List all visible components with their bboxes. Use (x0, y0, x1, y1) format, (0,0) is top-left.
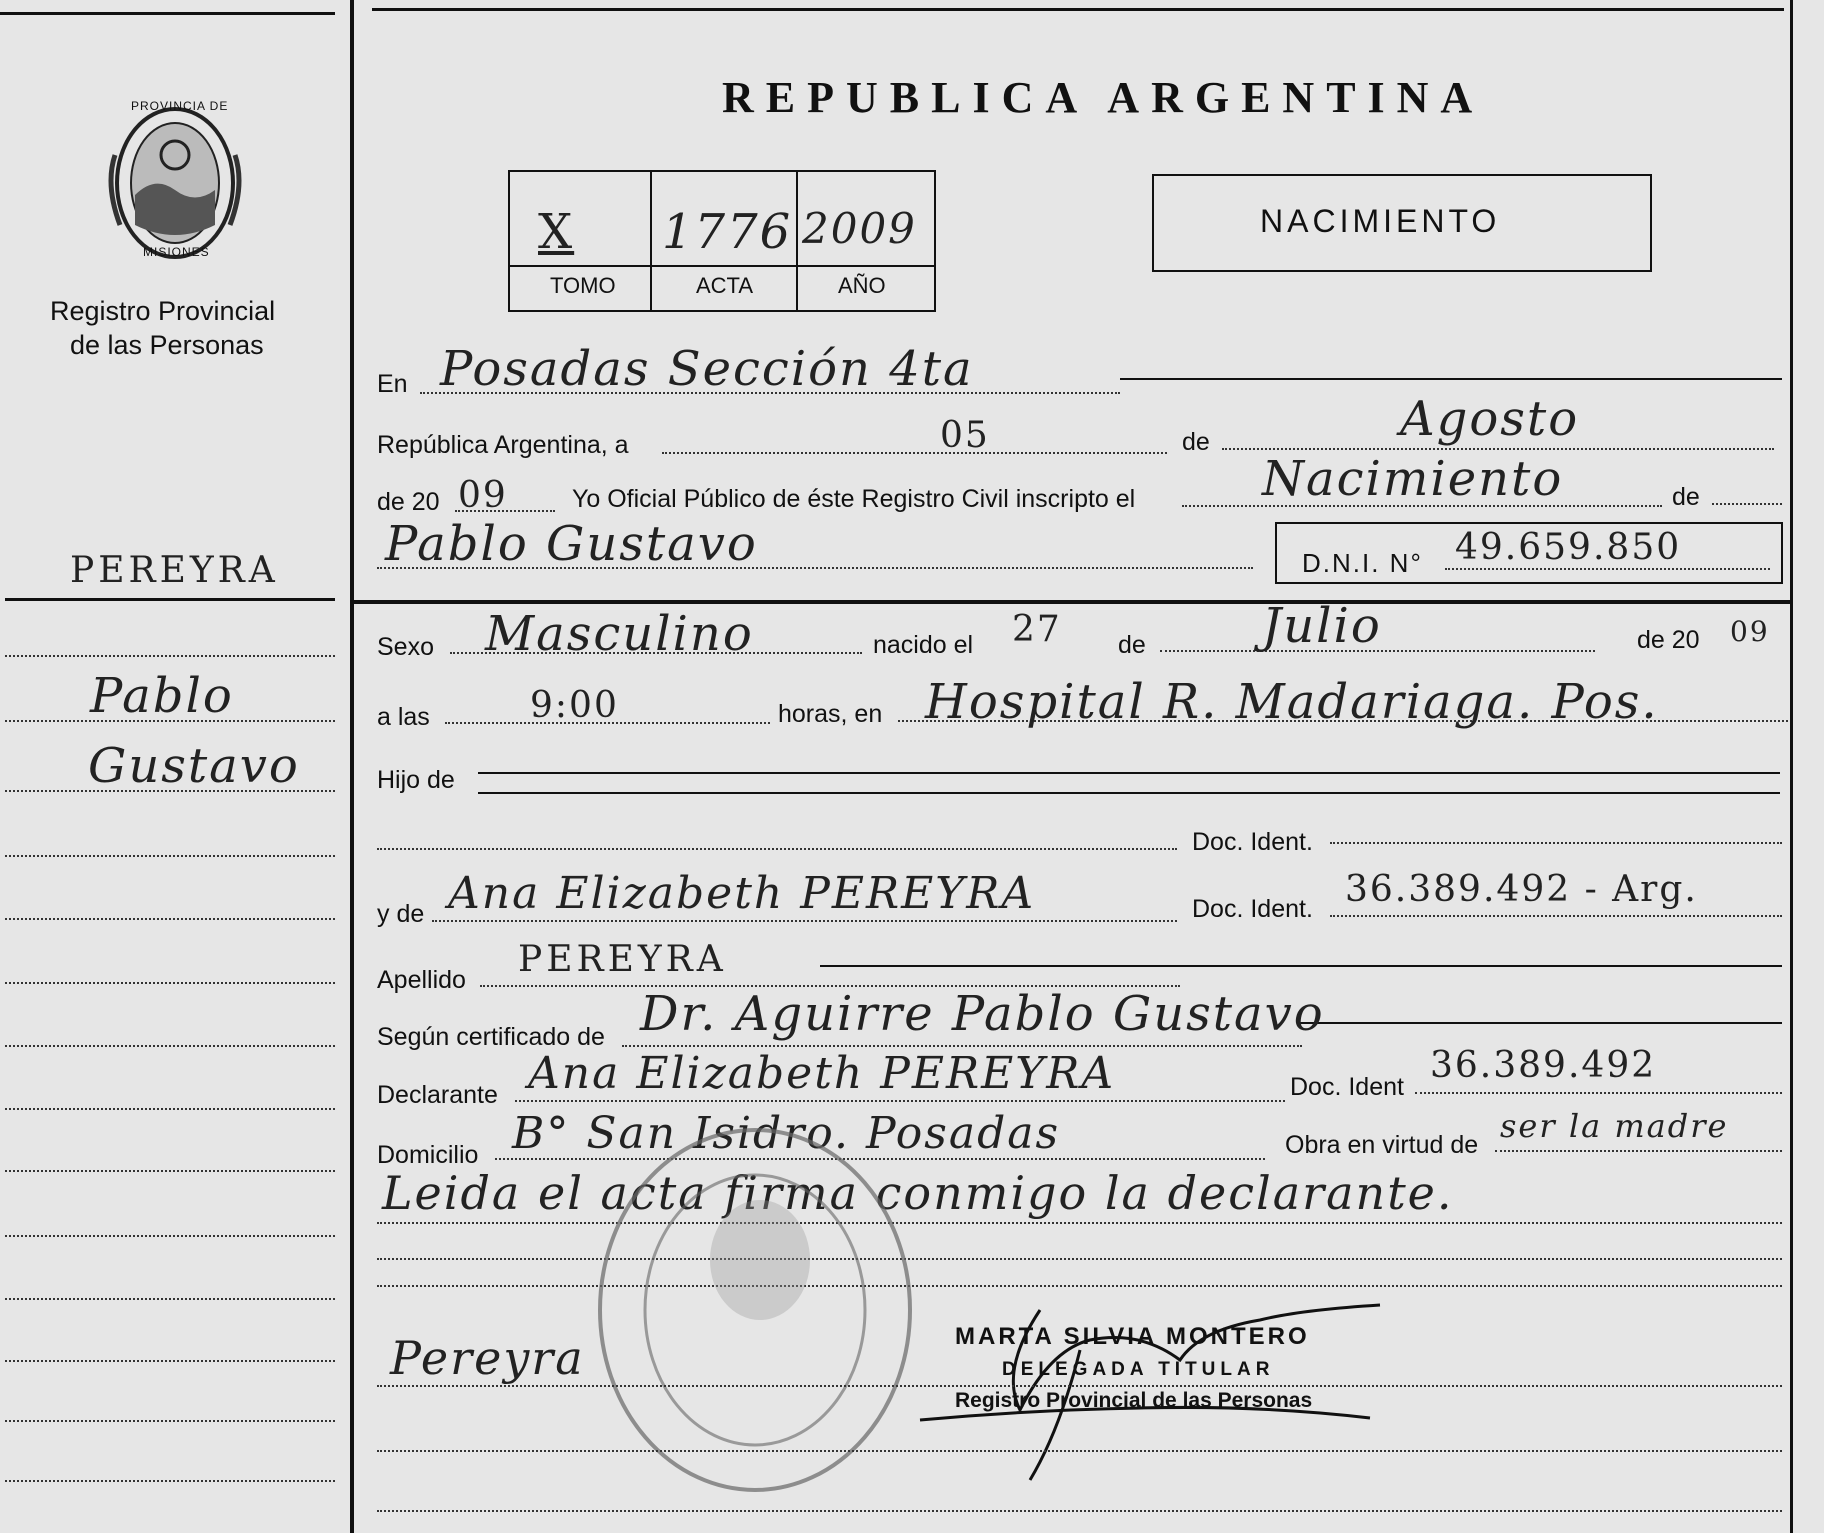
declarante-doc-value: 36.389.492 (1430, 1045, 1657, 1086)
domicilio-label: Domicilio (377, 1141, 479, 1169)
birth-month-value: Julio (1262, 598, 1382, 654)
right-border (1790, 0, 1793, 1533)
year-suffix-value: 09 (458, 475, 508, 516)
apellido-value: PEREYRA (518, 939, 727, 980)
declarante-signature: Pereyra (390, 1331, 585, 1385)
doc-ident-label-3: Doc. Ident (1290, 1073, 1404, 1101)
a-las-label: a las (377, 703, 430, 731)
en-label: En (377, 370, 408, 398)
margin-line (5, 1298, 335, 1300)
margin-line (5, 1420, 335, 1422)
domicilio-value: B° San Isidro. Posadas (512, 1108, 1061, 1159)
margin-line (5, 1480, 335, 1482)
nacido-label: nacido el (873, 631, 974, 659)
document-type: NACIMIENTO (1260, 203, 1501, 239)
seal-top-text: PROVINCIA DE (131, 99, 229, 113)
document-title: REPUBLICA ARGENTINA (722, 73, 1485, 122)
top-border (372, 8, 1784, 11)
official-org: Registro Provincial de las Personas (955, 1389, 1313, 1412)
sidebar-divider (350, 0, 354, 1533)
official-seal (590, 1120, 920, 1500)
birth-day-value: 27 (1012, 609, 1062, 650)
acta-value: 1776 (662, 204, 793, 260)
tomo-value: X (538, 204, 575, 260)
margin-line (5, 1360, 335, 1362)
province-seal (95, 95, 255, 270)
margin-line (5, 982, 335, 984)
margin-line (5, 720, 335, 722)
de-label3: de (1118, 631, 1146, 659)
oficial-text: Yo Oficial Público de éste Registro Civil inscripto el (572, 485, 1136, 513)
hijo-label: Hijo de (377, 766, 455, 794)
de-label2: de (1672, 483, 1700, 511)
note-value: Leida el acta firma conmigo la declarante. (382, 1166, 1454, 1220)
de20-label: de 20 (377, 488, 440, 516)
yde-label: y de (377, 900, 425, 928)
margin-line (5, 655, 335, 657)
margin-line (5, 790, 335, 792)
official-name: MARTA SILVIA MONTERO (955, 1323, 1310, 1350)
anio-label: AÑO (838, 273, 886, 298)
mother-doc-value: 36.389.492 - Arg. (1345, 869, 1698, 910)
declarante-label: Declarante (377, 1081, 498, 1109)
certificado-label: Según certificado de (377, 1023, 605, 1051)
birth-time-value: 9:00 (530, 685, 619, 726)
official-title: DELEGADA TITULAR (1002, 1359, 1275, 1380)
birth-place-value: Hospital R. Madariaga. Pos. (925, 674, 1659, 730)
horas-label: horas, en (778, 700, 883, 728)
month-value: Agosto (1400, 391, 1580, 447)
inscription-type-value: Nacimiento (1262, 451, 1564, 507)
tomo-label: TOMO (550, 273, 616, 298)
child-name-value: Pablo Gustavo (385, 516, 758, 572)
republica-label: República Argentina, a (377, 431, 629, 459)
doc-ident-label-2: Doc. Ident. (1192, 895, 1313, 923)
margin-line (5, 1170, 335, 1172)
margin-line (5, 1045, 335, 1047)
obra-label: Obra en virtud de (1285, 1131, 1479, 1159)
sexo-label: Sexo (377, 633, 434, 661)
sexo-value: Masculino (485, 606, 754, 662)
margin-name1: Pablo (90, 668, 234, 724)
sidebar-top-line (0, 12, 335, 15)
obra-value: ser la madre (1500, 1107, 1729, 1145)
mother-name-value: Ana Elizabeth PEREYRA (448, 868, 1036, 919)
de2020-label: de 20 (1637, 626, 1700, 654)
margin-line (5, 855, 335, 857)
seal-bottom-text: MISIONES (143, 245, 210, 259)
margin-line (5, 1108, 335, 1110)
official-signature (880, 1290, 1400, 1490)
margin-name2: Gustavo (88, 738, 300, 794)
day-value: 05 (940, 415, 990, 456)
place-value: Posadas Sección 4ta (440, 341, 974, 397)
doc-ident-label-1: Doc. Ident. (1192, 828, 1313, 856)
certificado-value: Dr. Aguirre Pablo Gustavo (640, 986, 1325, 1042)
birth-year-suffix-value: 09 (1730, 615, 1770, 648)
apellido-label: Apellido (377, 966, 466, 994)
acta-label: ACTA (696, 273, 754, 298)
de-label: de (1182, 428, 1210, 456)
margin-line (5, 1235, 335, 1237)
dni-value: 49.659.850 (1455, 527, 1682, 568)
margin-line (5, 918, 335, 920)
margin-surname: PEREYRA (70, 550, 279, 591)
margin-surname-line (5, 598, 335, 601)
anio-value: 2009 (802, 204, 917, 253)
declarante-value: Ana Elizabeth PEREYRA (528, 1048, 1116, 1099)
dni-label: D.N.I. N° (1302, 548, 1423, 578)
registry-name-line1: Registro Provincial (50, 296, 276, 326)
registry-name-line2: de las Personas (70, 330, 264, 360)
